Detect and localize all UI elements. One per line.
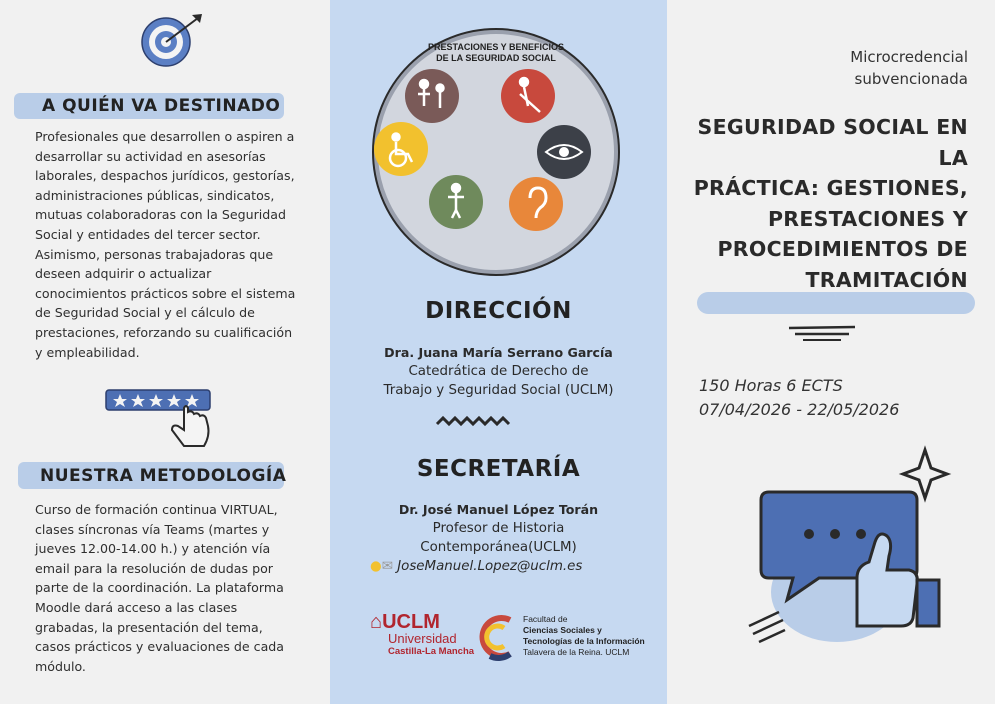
faculty-line-2: Ciencias Sociales y bbox=[523, 625, 602, 635]
secretary-heading: SECRETARÍA bbox=[416, 456, 581, 482]
email-icon: ● bbox=[370, 559, 382, 574]
secretary-email[interactable]: JoseManuel.Lopez@uclm.es bbox=[397, 559, 583, 574]
director-role-line-1: Catedrática de Derecho de bbox=[408, 364, 589, 379]
faculty-line-1: Facultad de bbox=[523, 614, 568, 624]
direction-heading: DIRECCIÓN bbox=[425, 298, 572, 324]
email-row: ●✉ JoseManuel.Lopez@uclm.es bbox=[370, 559, 583, 574]
secretary-name: Dr. José Manuel López Torán bbox=[398, 502, 599, 517]
uclm-sub-1: Universidad bbox=[388, 631, 457, 646]
secretary-role-line-2: Contemporánea(UCLM) bbox=[420, 540, 577, 555]
faculty-line-4: Talavera de la Reina. UCLM bbox=[523, 647, 630, 657]
director-name: Dra. Juana María Serrano García bbox=[384, 345, 613, 360]
chat-thumbs-up-icon bbox=[737, 430, 992, 660]
course-hours: 150 Horas 6 ECTS bbox=[699, 376, 843, 395]
course-dates: 07/04/2026 - 22/05/2026 bbox=[699, 400, 900, 419]
middle-panel bbox=[330, 0, 667, 704]
faculty-line-3: Tecnologías de la Información bbox=[523, 636, 645, 646]
uclm-emblem-icon: ⌂ bbox=[370, 611, 383, 633]
title-brush bbox=[697, 292, 975, 314]
director-role-line-2: Trabajo y Seguridad Social (UCLM) bbox=[383, 383, 614, 398]
title-line-5: TRAMITACIÓN bbox=[805, 267, 968, 292]
methodology-heading: NUESTRA METODOLOGÍA bbox=[40, 466, 287, 486]
right-panel bbox=[667, 0, 995, 704]
uclm-logo bbox=[370, 612, 474, 658]
benefits-circle bbox=[368, 26, 624, 278]
micro-line-1: Microcredencial bbox=[850, 48, 968, 66]
title-line-4: PROCEDIMIENTOS DE bbox=[717, 237, 968, 261]
course-info bbox=[699, 374, 899, 422]
audience-text: Profesionales que desarrollen o aspiren a desarrollar su actividad en asesorías laborales, despachos jurídicos, gestorías, administraciones públicas, sindicatos, mutuas colaboradoras con la Seguridad Social y entidades del tercer sector. Asimismo, personas trabajadoras que deseen adquirir o actualizar conocimientos prácticos sobre el sistema de Seguridad Social y el cálculo de prestaciones, reforzando su cualificación y empleabilidad. bbox=[35, 129, 296, 360]
uclm-logo-text: UCLM bbox=[382, 611, 440, 633]
lines-divider bbox=[785, 324, 859, 342]
title-line-1: SEGURIDAD SOCIAL EN LA bbox=[697, 115, 968, 170]
micro-line-2: subvencionada bbox=[854, 70, 968, 88]
microcredential-label bbox=[850, 46, 968, 90]
faculty-logo-icon bbox=[476, 612, 518, 662]
target-icon bbox=[132, 12, 206, 68]
rating-stars-icon bbox=[104, 386, 216, 456]
secretary-role-line-1: Profesor de Historia bbox=[432, 521, 565, 536]
title-line-3: PRESTACIONES Y bbox=[767, 206, 968, 231]
uclm-sub-2: Castilla-La Mancha bbox=[388, 646, 475, 657]
methodology-text: Curso de formación continua VIRTUAL, clases síncronas vía Teams (martes y jueves 12.00-14.00 h.) y atención vía email para la resolución de dudas por parte de la coordinación. La plataforma Moodle dará acceso a las clases grabadas, la presentación del tema, casos prácticos y evaluaciones de cada módulo. bbox=[35, 502, 285, 674]
faculty-logo-text bbox=[523, 614, 645, 658]
audience-heading: A QUIÉN VA DESTINADO bbox=[42, 96, 281, 116]
circle-title-2: DE LA SEGURIDAD SOCIAL bbox=[436, 53, 556, 63]
title-line-2: PRÁCTICA: GESTIONES, bbox=[693, 176, 968, 200]
course-title bbox=[668, 112, 968, 295]
zigzag-divider bbox=[435, 414, 515, 428]
circle-title-1: PRESTACIONES Y BENEFICIOS bbox=[427, 42, 565, 52]
left-panel bbox=[0, 0, 330, 704]
